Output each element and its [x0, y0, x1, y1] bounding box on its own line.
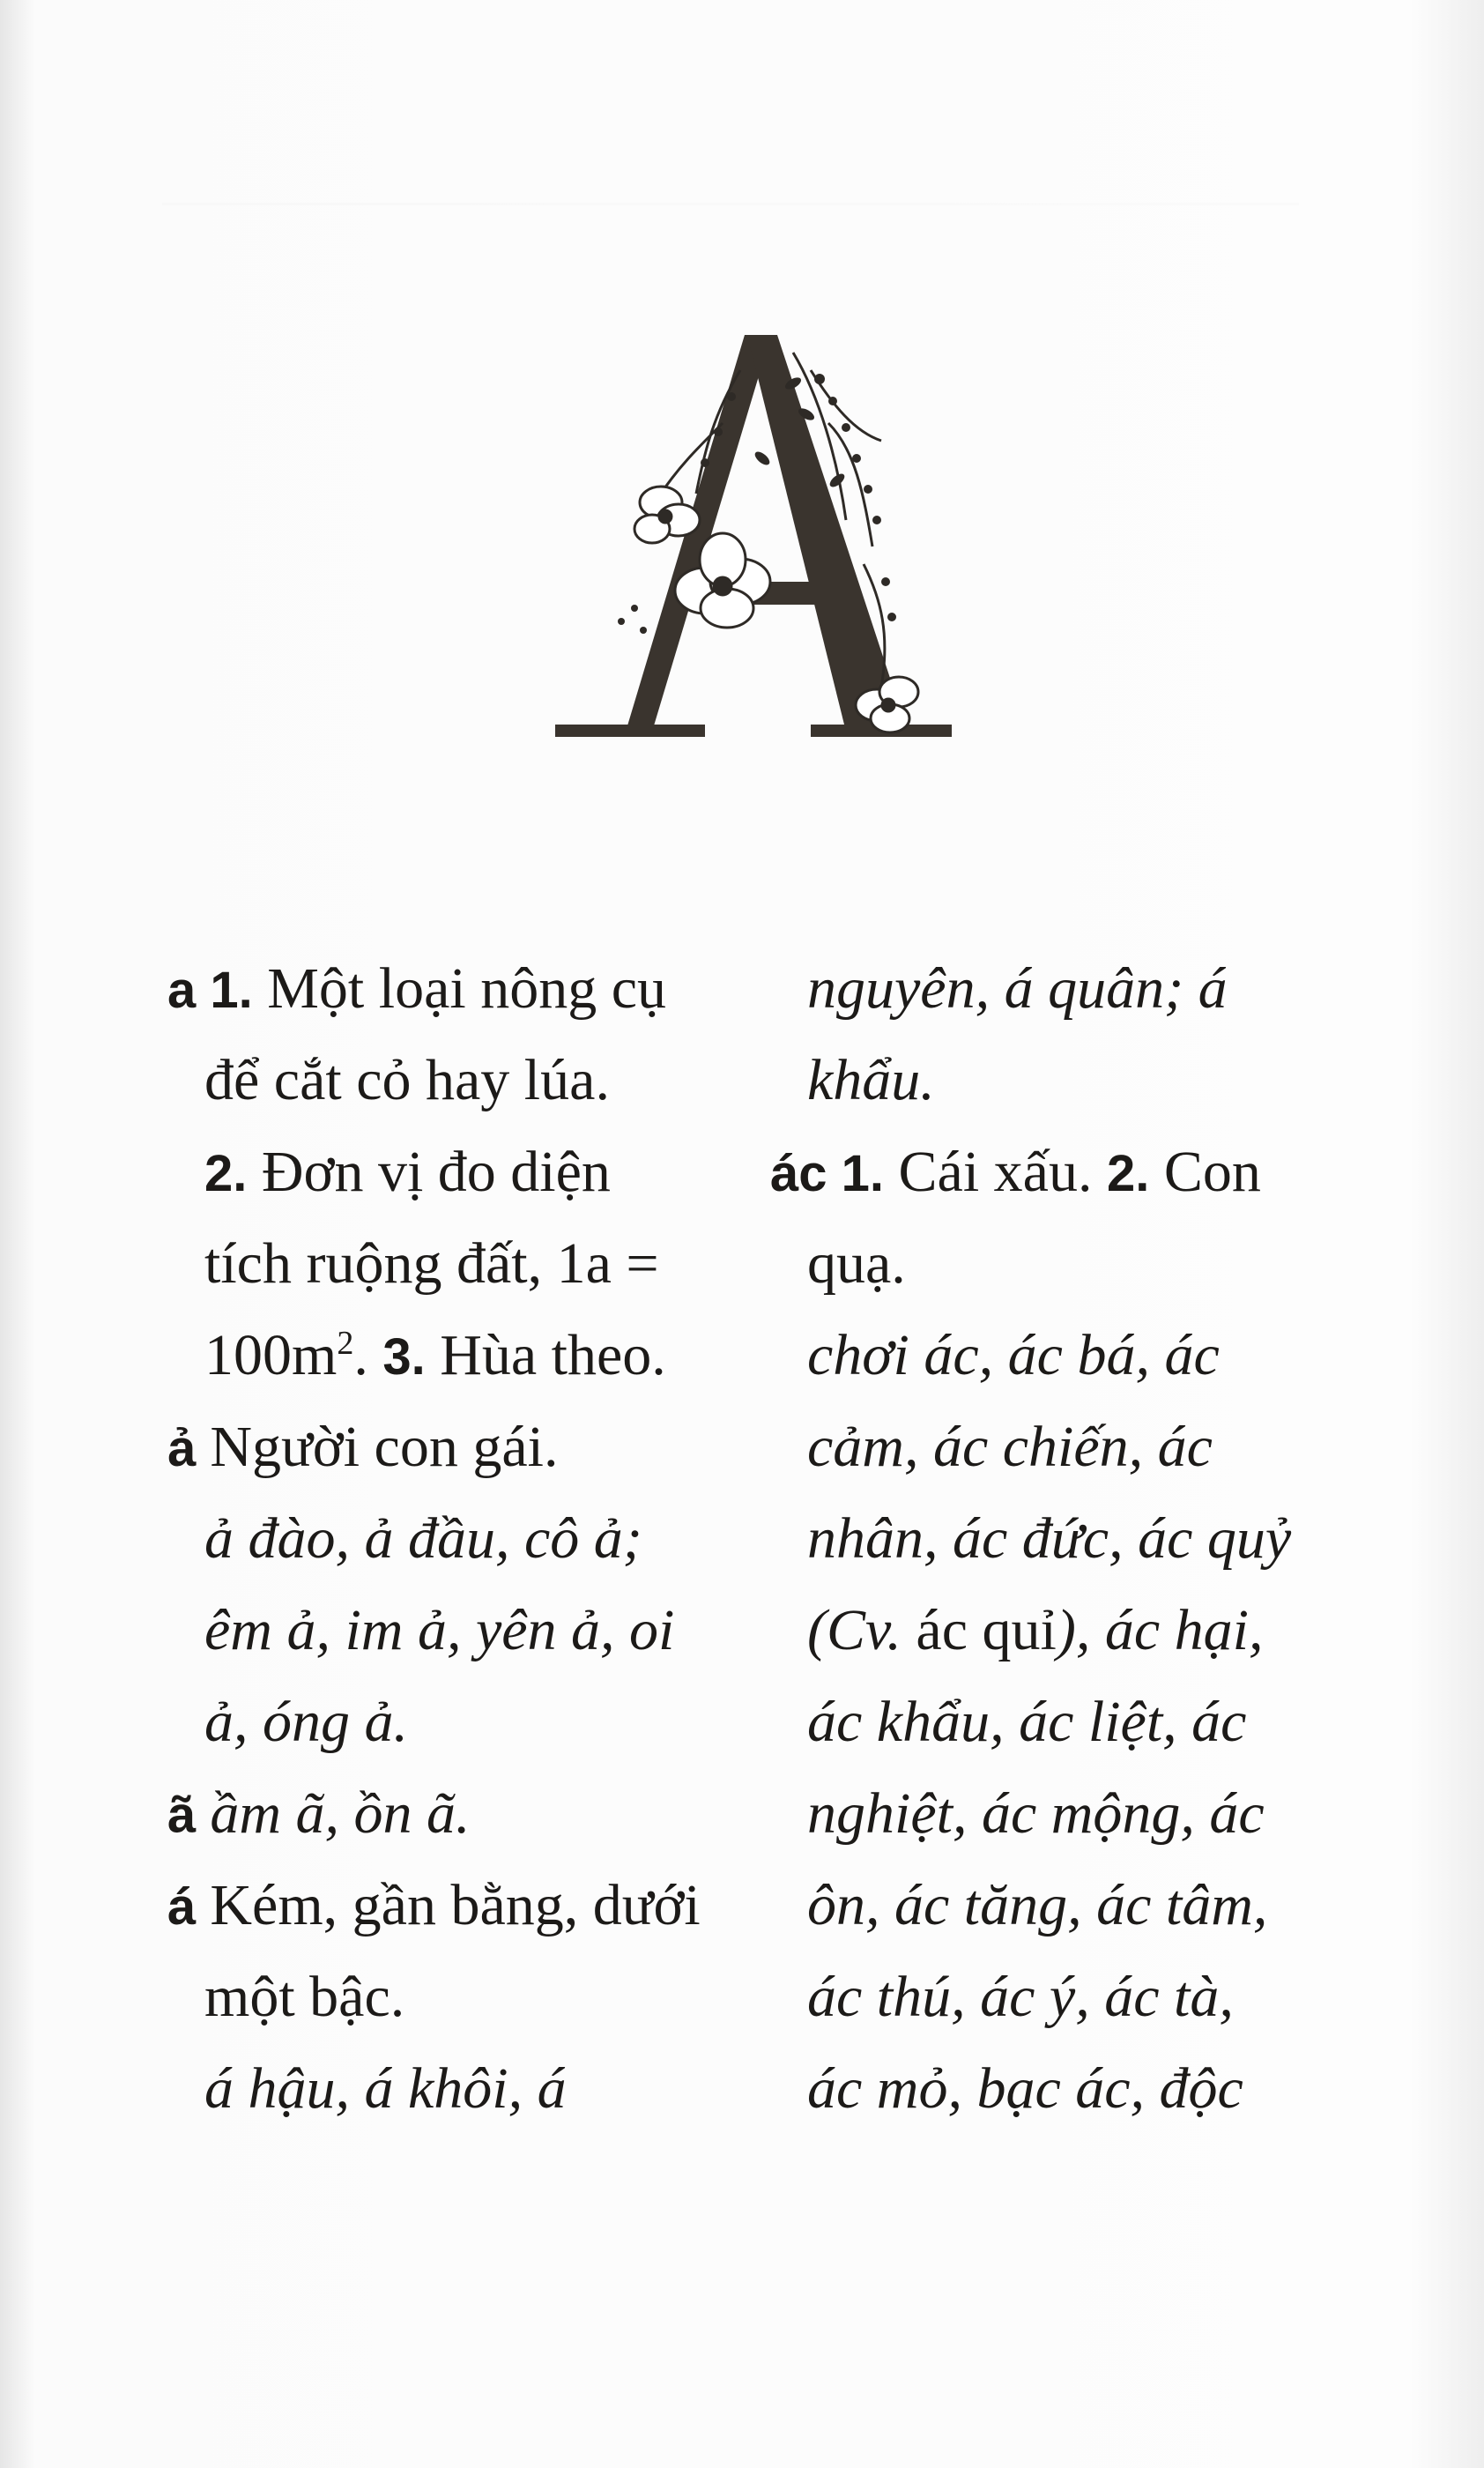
- definition-text: để cắt cỏ hay lúa.: [204, 1048, 610, 1112]
- definition-text: Con: [1149, 1140, 1261, 1204]
- entry-line: [167, 1218, 731, 1310]
- entry-line: [770, 2043, 1334, 2135]
- example-text: nghiệt, ác mộng, ác: [807, 1781, 1265, 1846]
- entry-line: [770, 1035, 1334, 1126]
- decorative-floral-letter: [529, 317, 969, 758]
- entry-line: [167, 1126, 731, 1218]
- entry-line: [770, 1585, 1334, 1676]
- definition-text: Đơn vị đo diện: [247, 1140, 611, 1204]
- entry-line: [167, 1310, 731, 1401]
- example-text: ác khẩu, ác liệt, ác: [807, 1690, 1247, 1754]
- example-text: chơi ác, ác bá, ác: [807, 1323, 1220, 1387]
- example-text: ), ác hại,: [1056, 1598, 1264, 1662]
- example-text: (Cv.: [807, 1598, 916, 1662]
- definition-text: .: [353, 1323, 383, 1387]
- example-text: ôn, ác tăng, ác tâm,: [807, 1873, 1268, 1937]
- sense-number: 2.: [1106, 1145, 1150, 1202]
- headword: a: [167, 962, 211, 1019]
- sense-number: 1.: [210, 962, 253, 1019]
- headword: ã: [167, 1787, 211, 1844]
- example-text: ầm ã, ồn ã.: [210, 1781, 471, 1846]
- entry-line: [167, 1401, 731, 1493]
- example-text: ác thú, ác ý, ác tà,: [807, 1965, 1234, 2029]
- definition-text: quạ.: [807, 1231, 906, 1296]
- headword: á: [167, 1878, 211, 1936]
- sense-number: 2.: [204, 1145, 248, 1202]
- example-text: nhân, ác đức, ác quỷ: [807, 1506, 1292, 1571]
- entry-line: [770, 1676, 1334, 1768]
- entry-line: [167, 1768, 731, 1860]
- example-text: ả đào, ả đầu, cô ả;: [204, 1506, 642, 1571]
- example-text: á hậu, á khôi, á: [204, 2056, 567, 2121]
- definition-text: Hùa theo.: [425, 1323, 666, 1387]
- definition-text: 2: [337, 1325, 354, 1362]
- definition-text: Một loại nông cụ: [252, 956, 667, 1021]
- entry-line: [167, 2043, 731, 2135]
- entry-line: [167, 1951, 731, 2043]
- entry-line: [770, 1126, 1334, 1218]
- entry-line: [770, 1218, 1334, 1310]
- entry-line: [770, 1310, 1334, 1401]
- example-text: ác mỏ, bạc ác, độc: [807, 2056, 1243, 2121]
- entry-line: [770, 1860, 1334, 1951]
- definition-text: một bậc.: [204, 1965, 405, 2029]
- entry-line: [770, 1493, 1334, 1585]
- sense-number: 3.: [382, 1328, 426, 1386]
- example-text: ả, óng ả.: [204, 1690, 408, 1754]
- left-column: [167, 943, 731, 2135]
- right-column: [770, 943, 1334, 2135]
- definition-text: tích ruộng đất, 1a =: [204, 1231, 659, 1296]
- entry-line: [167, 1493, 731, 1585]
- headword: ả: [167, 1420, 211, 1477]
- definition-text: Kém, gần bằng, dưới: [210, 1873, 701, 1937]
- entry-line: [167, 1860, 731, 1951]
- example-text: cảm, ác chiến, ác: [807, 1415, 1213, 1479]
- definition-text: Cái xấu.: [884, 1140, 1107, 1204]
- entry-line: [167, 1585, 731, 1676]
- sense-number: 1.: [841, 1145, 885, 1202]
- entry-line: [770, 1401, 1334, 1493]
- definition-text: ác quỉ: [916, 1598, 1057, 1662]
- definition-text: 100m: [204, 1323, 338, 1387]
- example-text: êm ả, im ả, yên ả, oi: [204, 1598, 675, 1662]
- entry-line: [770, 1768, 1334, 1860]
- entry-line: [167, 1035, 731, 1126]
- entry-line: [167, 1676, 731, 1768]
- example-text: khẩu.: [807, 1048, 935, 1112]
- definition-text: Người con gái.: [210, 1415, 559, 1479]
- entry-line: [167, 943, 731, 1035]
- headword: ác: [770, 1145, 842, 1202]
- example-text: nguyên, á quân; á: [807, 956, 1228, 1021]
- entry-line: [770, 943, 1334, 1035]
- entry-line: [770, 1951, 1334, 2043]
